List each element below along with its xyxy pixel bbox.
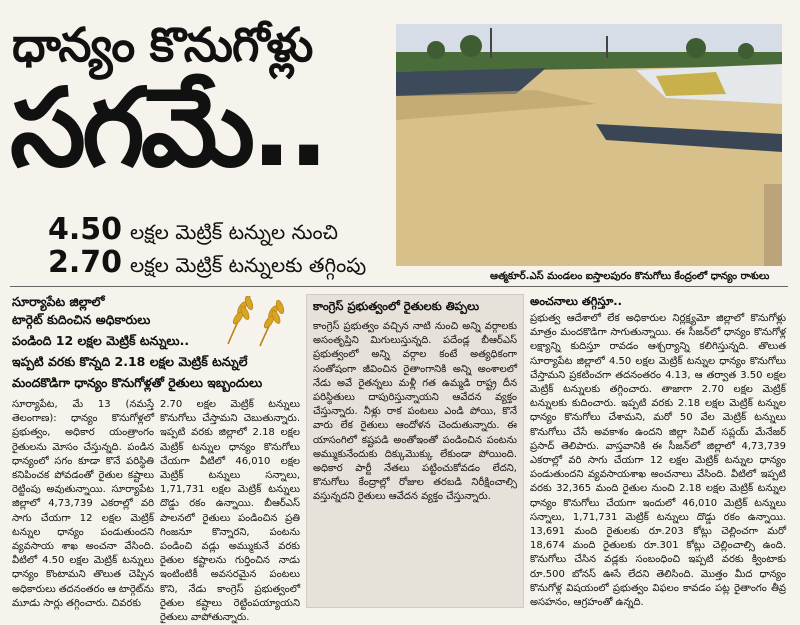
subhead-5: మందకొడిగా ధాన్యం కొనుగోళ్లతో రైతులు ఇబ్బందులు bbox=[12, 375, 263, 390]
article-col-2: 2.70 లక్షల మెట్రిక్ టన్నులు కొనుగోలు చేస్తామని చెబుతున్నారు. ఇప్పటి వరకు జిల్లాలో 2.18 లక్షల మెట్రిక్ టన్నుల ధాన్యం కొనుగోలు చేయగా వీటిలో 46,010 లక్షల మెట్రిక్ టన్నులు సన్నాలు, 1,71,731 లక్షల మెట్రిక్ టన్నులు దొడ్డు రకం ఉన్నాయి. బీఆర్ఎస్ పాలనలో రైతులు పండించిన ప్రతి గింజనూ కొన్నారని, పంటను పండించి వడ్లు అమ్ముకునే వరకు రైతుల కష్టాలను గుర్తించిన నాడు ఇంటింటికీ అవసరమైన పంటలు కొని, నేడు కాంగ్రెస్ ప్రభుత్వంలో రైతుల కష్టాలు రెట్టింపయ్యాయని రైతులు వాపోతున్నారు. bbox=[160, 399, 300, 624]
wheat-icon bbox=[220, 290, 296, 348]
headline-line1: ధాన్యం కొనుగోళ్లు bbox=[12, 18, 313, 73]
side-box-text: కాంగ్రెస్ ప్రభుత్వం వచ్చిన నాటి నుంచి అన్ని వర్గాలకు అసంతృప్తిని మిగులుస్తున్నది. పదేండ్ల బీఆర్ఎస్ ప్రభుత్వంలో అన్ని వర్గాల కంటే అత్యధికంగా సంతోషంగా జీవించిన రైతాంగానికి అన్ని అంశాలలో నేడు అవే రైతన్నలు మళ్లీ గత ఉమ్మడి రాష్ట్ర దీన పరిస్థితులు దాపురిస్తున్నాయని ఆవేదన వ్యక్తం చేస్తున్నారు. నీళ్లు రాక పంటలు ఎండి పోయి, కొనే వారు లేక రైతులు ఆందోళన చెందుతున్నారు. ఈ యాసంగిలో కష్టపడి అంతోఇంతో పండించిన పంటను అమ్ముకునేందుకు దిక్కుమొక్కు లేకుండా పోయింది. అధికార పార్టీ నేతలు పట్టించుకోవడం లేదని, కొనుగోలు కేంద్రాల్లో రోజుల తరబడి నిరీక్షించాల్సి వస్తున్నదని రైతులు ఆవేదన వ్యక్తం చేస్తున్నారు. bbox=[313, 321, 517, 503]
article-col-1: సూర్యాపేట, మే 13 (నమస్తే తెలంగాణ): ధాన్యం కొనుగోళ్లలో ప్రభుత్వం, అధికార యంత్రాంగం రైతులను మోసం చేస్తున్నది. పండిన ధాన్యంలో సగం కూడా కొనే పరిస్థితి కనిపించక పోవడంతో రైతుల కష్టాలు రెట్టింపు అవుతున్నాయి. సూర్యాపేట జిల్లాలో 4,73,739 ఎకరాల్లో వరి సాగు చేయగా 12 లక్షల మెట్రిక్ టన్నుల ధాన్యం పండుతుందని వ్యవసాయ శాఖ అంచనా వేసింది. వీటిలో 4.50 లక్షల మెట్రిక్ టన్నులు ధాన్యం కొంటామని తొలుత చెప్పిన అధికారులు తదనంతరం ఆ టార్గెట్‌ను మూడు సార్లు తగ్గించారు. చివరకు bbox=[12, 399, 154, 609]
subhead-4: ఇప్పటి వరకు కొన్నది 2.18 లక్షల మెట్రిక్ టన్నులే bbox=[12, 354, 248, 369]
stat-line-1 bbox=[48, 212, 338, 249]
subhead-3: పండింది 12 లక్షల మెట్రిక్ టన్నులు.. bbox=[12, 333, 190, 348]
news-photo bbox=[396, 24, 782, 266]
side-box-title: కాంగ్రెస్ ప్రభుత్వంలో రైతులకు తిప్పలు bbox=[313, 299, 480, 313]
stat-number-1: 4.50 bbox=[48, 212, 123, 247]
side-box bbox=[306, 294, 524, 608]
stat-line-2 bbox=[48, 245, 366, 282]
col4-title: అంచనాలు తగ్గిస్తూ.. bbox=[530, 294, 622, 308]
article-col-4: ప్రభుత్వ ఆదేశాలో లేక అధికారుల నిర్లక్ష్యమో జిల్లాలో కొనుగోళ్లు మాత్రం మందకొడిగా సాగుతున్నాయి. ఈ సీజన్‌లో ధాన్యం కొనుగోళ్ల లక్ష్యాన్ని కుదిస్తూ రావడం ఆశ్చర్యాన్ని కలిగిస్తున్నది. తొలుత సూర్యాపేట జిల్లాలో 4.50 లక్షల మెట్రిక్ టన్నుల ధాన్యం కొనుగోలు చేస్తామని ప్రకటించగా తదనంతరం 4.13, ఆ తర్వాత 3.50 లక్షల మెట్రిక్ టన్నులకు తగ్గించారు. తాజాగా 2.70 లక్షల మెట్రిక్ టన్నులకు కుదించారు. ఇప్పటి వరకు 2.18 లక్షల మెట్రిక్ టన్నుల ధాన్యం కొనుగోలు చేశామని, మరో 50 వేల మెట్రిక్ టన్నులు కొనుగోలు చేసే అవకాశం ఉందని జిల్లా సివిల్ సప్లయ్ మేనేజర్ ప్రసాద్ తెలిపారు. వాస్తవానికి ఈ సీజన్‌లో జిల్లాలో 4,73,739 ఎకరాల్లో వరి సాగు చేయగా 12 లక్షల మెట్రిక్ టన్నుల ధాన్యం పండుతుందని వ్యవసాయశాఖ అంచనాలు వేసింది. వీటిలో ఇప్పటి వరకు 32,365 మంది రైతుల నుంచి 2.18 లక్షల మెట్రిక్ టన్నుల ధాన్యం కొనుగోలు చేయగా ఇందులో 46,010 మెట్రిక్ టన్నులు సన్నాలు, 1,71,731 మెట్రిక్ టన్నులు దొడ్డు రకం ఉన్నాయి. 13,691 మంది రైతులకు రూ.203 కోట్లు చెల్లించగా మరో 18,674 మంది రైతులకు రూ.301 కోట్లు చెల్లించాల్సి ఉంది. కొనుగోలు చేసిన వడ్లకు సంబంధించి ఇప్పటి వరకు క్వింటాకు రూ.500 బోనస్ ఊసే లేదని తెలిసింది. మొత్తం మీద ధాన్యం కొనుగోళ్ల విషయంలో ప్రభుత్వం విఫలం కావడం పట్ల రైతాంగం తీవ్ర అసహనం, ఆగ్రహంతో ఉన్నది. bbox=[530, 313, 786, 609]
photo-caption: ఆత్మకూర్.ఎస్ మండలం ఐస్తాలపురం కొనుగోలు కేంద్రంలో ధాన్యం రాశులు bbox=[490, 271, 770, 282]
stat-text-2: లక్షల మెట్రిక్ టన్నులకు తగ్గింపు bbox=[130, 253, 367, 277]
headline-line2: సగమే.. bbox=[10, 66, 326, 191]
stat-number-2: 2.70 bbox=[48, 245, 123, 280]
subhead-1: సూర్యాపేట జిల్లాలో bbox=[12, 294, 105, 309]
divider bbox=[10, 286, 788, 287]
stat-text-1: లక్షల మెట్రిక్ టన్నుల నుంచి bbox=[130, 220, 338, 244]
subhead-2: టార్గెట్ కుదించిన అధికారులు bbox=[12, 312, 151, 327]
